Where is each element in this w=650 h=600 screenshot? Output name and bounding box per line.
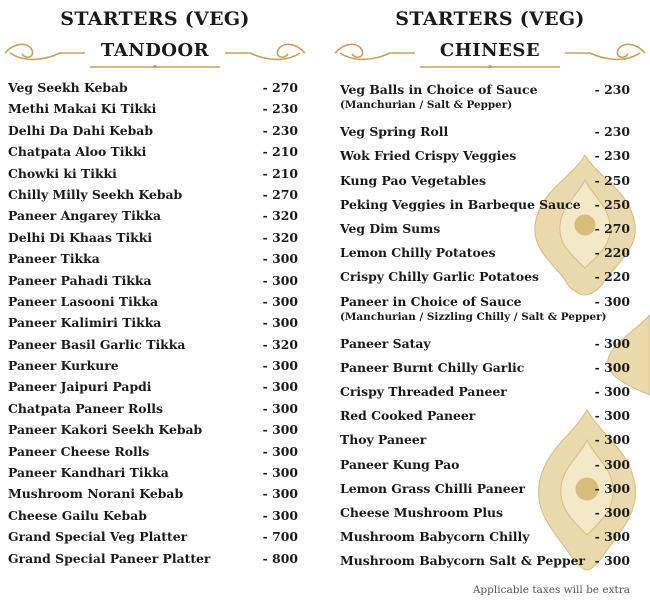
menu-item-price: - 300 <box>262 486 298 502</box>
menu-item <box>0 251 310 272</box>
menu-item <box>0 465 310 486</box>
menu-item <box>0 80 310 101</box>
menu-item-price: - 300 <box>594 432 630 448</box>
menu-item-name: Paneer Kalimiri Tikka <box>8 315 162 331</box>
menu-item <box>330 529 650 553</box>
menu-item <box>330 384 650 408</box>
menu-item-price: - 300 <box>262 251 298 267</box>
menu-item <box>0 486 310 507</box>
menu-item-price: - 300 <box>594 384 630 400</box>
menu-item-name: Veg Balls in Choice of Sauce <box>340 82 538 97</box>
menu-item <box>0 379 310 400</box>
menu-item-price: - 300 <box>594 456 630 472</box>
menu-item <box>0 230 310 251</box>
menu-item-name: Thoy Paneer <box>340 432 427 448</box>
menu-item-price: - 300 <box>262 422 298 438</box>
menu-item-name: Mushroom Babycorn Salt & Pepper <box>340 553 586 569</box>
menu-item-name: Paneer Kurkure <box>8 358 119 374</box>
menu-item-price: - 800 <box>262 550 298 566</box>
menu-item-name: Lemon Grass Chilli Paneer <box>340 480 526 496</box>
menu-item-name: Paneer Satay <box>340 335 431 351</box>
menu-item <box>0 294 310 315</box>
menu-item <box>0 166 310 187</box>
menu-item-price: - 300 <box>594 529 630 545</box>
menu-item-price: - 210 <box>262 165 298 181</box>
menu-item-name: Paneer Pahadi Tikka <box>8 272 152 288</box>
menu-item-price: - 230 <box>262 122 298 138</box>
menu-item <box>0 273 310 294</box>
menu-item <box>330 294 650 336</box>
menu-item-price: - 300 <box>262 315 298 331</box>
section-title: STARTERS (VEG) <box>60 8 250 30</box>
menu-item-name: Chatpata Aloo Tikki <box>8 144 147 160</box>
menu-item-price: - 270 <box>262 186 298 202</box>
menu-item-price: - 250 <box>594 196 630 212</box>
menu-item-price: - 300 <box>594 505 630 520</box>
menu-item-price: - 270 <box>594 220 630 236</box>
menu-item-name: Mushroom Babycorn Chilly <box>340 529 530 545</box>
menu-item-name: Chilly Milly Seekh Kebab <box>8 186 183 202</box>
menu-item-name: Paneer Cheese Rolls <box>8 443 150 459</box>
menu-item <box>0 444 310 465</box>
menu-item-options: (Manchurian / Sizzling Chilly / Salt & Pepper) <box>340 310 607 323</box>
menu-item-name: Methi Makai Ki Tikki <box>8 101 157 117</box>
menu-item-price: - 300 <box>262 465 298 481</box>
menu-item <box>0 358 310 379</box>
menu-item-name: Paneer in Choice of Sauce <box>340 293 522 309</box>
menu-item <box>330 481 650 505</box>
menu-item <box>330 124 650 148</box>
menu-item-price: - 300 <box>262 272 298 288</box>
menu-item <box>0 529 310 550</box>
menu-item-price: - 300 <box>262 443 298 459</box>
section-subtitle: CHINESE <box>439 40 541 61</box>
menu-item-name: Paneer Angarey Tikka <box>8 208 161 224</box>
menu-item-price: - 300 <box>594 480 630 496</box>
menu-item-name: Paneer Kung Pao <box>340 456 460 472</box>
menu-item-name: Paneer Tikka <box>8 251 100 267</box>
menu-item <box>0 551 310 572</box>
menu-item <box>0 144 310 165</box>
menu-item-price: - 210 <box>262 144 298 160</box>
menu-item-name: Lemon Chilly Potatoes <box>340 245 496 261</box>
menu-item <box>330 82 650 124</box>
menu-item-name: Mushroom Norani Kebab <box>8 486 184 502</box>
menu-item <box>330 197 650 221</box>
menu-item-name: Crispy Threaded Paneer <box>340 384 507 400</box>
menu-item <box>330 269 650 293</box>
menu-item <box>0 508 310 529</box>
menu-item-name: Paneer Jaipuri Papdi <box>8 379 152 395</box>
menu-item-price: - 300 <box>262 400 298 416</box>
chinese-item-list <box>330 82 650 578</box>
menu-item <box>330 173 650 197</box>
menu-item <box>0 315 310 336</box>
menu-item-name: Paneer Basil Garlic Tikka <box>8 336 186 352</box>
menu-item-name: Grand Special Paneer Platter <box>8 550 211 566</box>
menu-item-name: Paneer Lasooni Tikka <box>8 293 159 309</box>
menu-item <box>0 401 310 422</box>
section-subtitle: TANDOOR <box>100 40 210 61</box>
menu-item <box>330 360 650 384</box>
menu-item-name: Kung Pao Vegetables <box>340 172 486 188</box>
menu-item-price: - 300 <box>594 335 630 351</box>
menu-item-name: Paneer Burnt Chilly Garlic <box>340 359 525 375</box>
menu-item-name: Wok Fried Crispy Veggies <box>340 148 517 164</box>
menu-item <box>0 101 310 122</box>
subtitle-band <box>0 38 310 68</box>
menu-item-name: Red Cooked Paneer <box>340 408 476 424</box>
menu-item-price: - 300 <box>262 358 298 374</box>
subtitle-band <box>330 38 650 68</box>
menu-item-price: - 300 <box>594 408 630 424</box>
menu-item-options: (Manchurian / Salt & Pepper) <box>340 99 513 111</box>
menu-item-price: - 300 <box>594 553 630 569</box>
menu-item-price: - 300 <box>262 293 298 309</box>
menu-item <box>330 148 650 172</box>
menu-item <box>0 123 310 144</box>
menu-item <box>0 337 310 358</box>
menu-item-price: - 300 <box>594 293 630 309</box>
menu-item <box>330 505 650 529</box>
menu-item-price: - 320 <box>262 336 298 352</box>
menu-item-name: Paneer Kakori Seekh Kebab <box>8 422 203 438</box>
menu-item-price: - 300 <box>594 359 630 375</box>
menu-item-price: - 320 <box>262 229 298 245</box>
menu-item-price: - 220 <box>594 245 630 261</box>
menu-item-price: - 230 <box>594 148 630 164</box>
menu-item-name: Chatpata Paneer Rolls <box>8 400 163 416</box>
menu-item-price: - 700 <box>262 529 298 545</box>
menu-item-name: Grand Special Veg Platter <box>8 529 188 545</box>
menu-item-price: - 230 <box>594 82 630 97</box>
menu-item-price: - 270 <box>262 80 298 95</box>
menu-item <box>330 408 650 432</box>
menu-item-name: Veg Spring Roll <box>340 124 449 140</box>
menu-item-price: - 250 <box>594 172 630 188</box>
menu-item-name: Chowki ki Tikki <box>8 165 117 181</box>
section-title: STARTERS (VEG) <box>395 8 585 30</box>
menu-item <box>330 336 650 360</box>
menu-item <box>330 432 650 456</box>
menu-item <box>0 187 310 208</box>
menu-item-price: - 230 <box>262 101 298 117</box>
menu-item-price: - 300 <box>262 379 298 395</box>
tandoor-item-list <box>0 80 310 572</box>
menu-item <box>330 457 650 481</box>
menu-item-name: Paneer Kandhari Tikka <box>8 465 169 481</box>
menu-item-name: Delhi Da Dahi Kebab <box>8 122 153 138</box>
menu-item-name: Cheese Mushroom Plus <box>340 505 504 520</box>
menu-item <box>330 245 650 269</box>
menu-item-price: - 320 <box>262 208 298 224</box>
menu-item-name: Cheese Gailu Kebab <box>8 507 147 523</box>
menu-item-name: Delhi Di Khaas Tikki <box>8 229 153 245</box>
menu-item-name: Veg Dim Sums <box>340 220 441 236</box>
taxes-footnote: Applicable taxes will be extra <box>472 584 630 596</box>
menu-item <box>0 208 310 229</box>
menu-item <box>330 553 650 577</box>
menu-item-price: - 300 <box>262 507 298 523</box>
menu-item-name: Crispy Chilly Garlic Potatoes <box>340 269 540 285</box>
menu-item <box>330 221 650 245</box>
menu-item-name: Veg Seekh Kebab <box>8 80 128 95</box>
menu-item-name: Peking Veggies in Barbeque Sauce <box>340 196 581 212</box>
menu-item <box>0 422 310 443</box>
menu-item-price: - 220 <box>594 269 630 285</box>
menu-item-price: - 230 <box>594 124 630 140</box>
